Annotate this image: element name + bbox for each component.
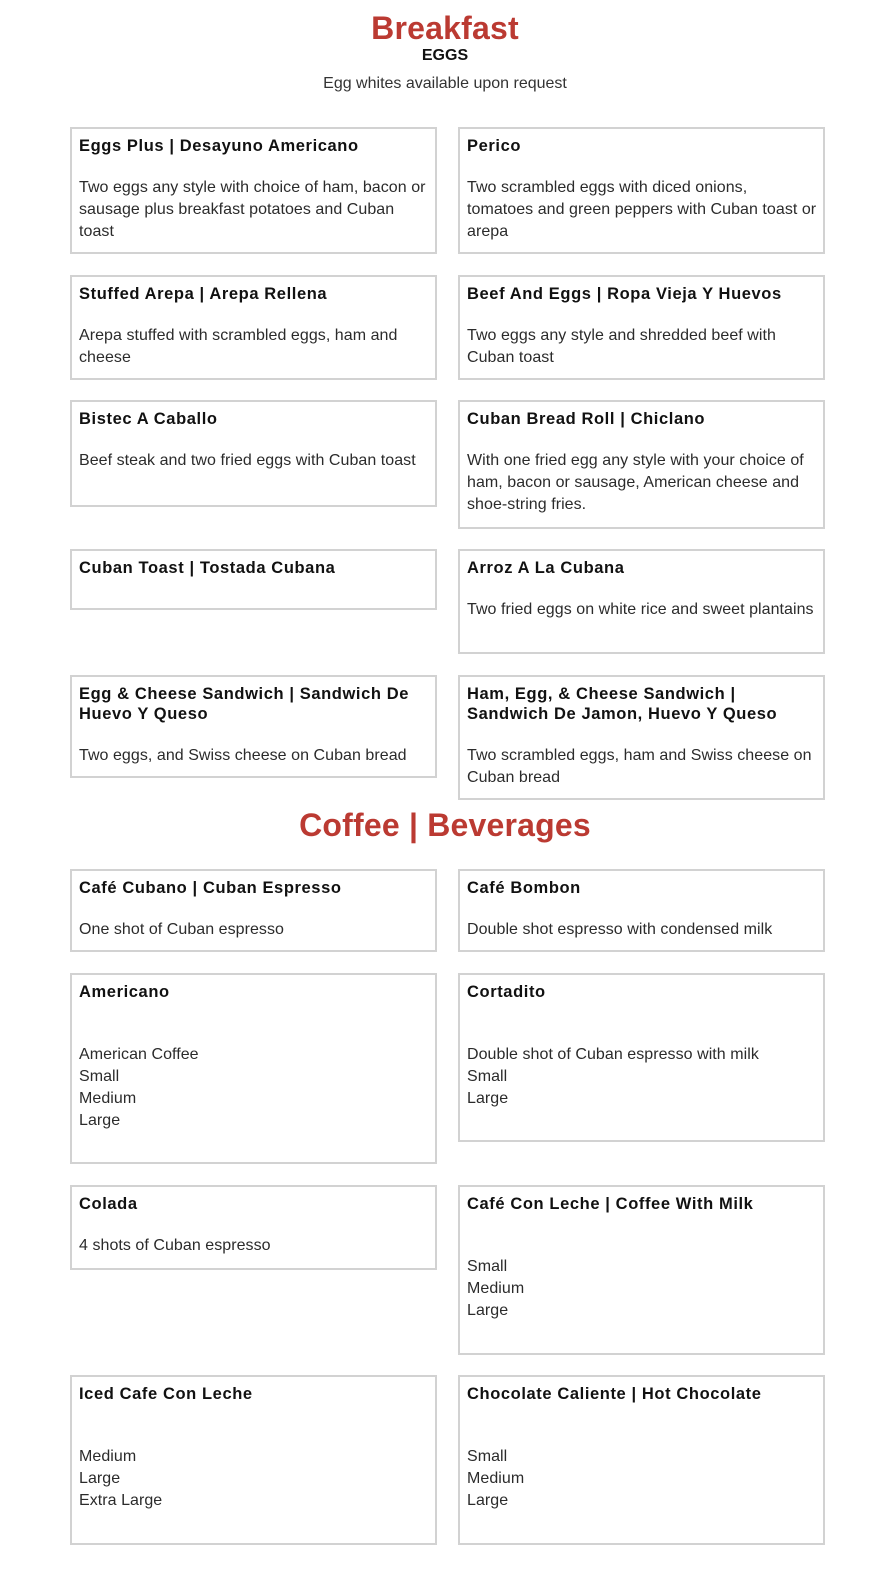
menu-item-description: With one fried egg any style with your choice of ham, bacon or sausage, American cheese and shoe-string fries. [467,452,804,513]
egg-whites-note: Egg whites available upon request [323,75,567,92]
menu-item-title: Café Con Leche | Coffee With Milk [467,1195,754,1213]
menu-item-details [79,1446,429,1512]
menu-item-title: Egg & Cheese Sandwich | Sandwich De Huevo Y Queso [79,685,410,723]
menu-item-title: Americano [79,983,170,1001]
menu-item-description: Two fried eggs on white rice and sweet plantains [467,601,814,618]
menu-item-title: Café Bombon [467,879,581,897]
menu-item-title: Beef And Eggs | Ropa Vieja Y Huevos [467,285,782,303]
size-option: Large [467,1302,509,1319]
eggs-subtitle: EGGS [421,47,469,64]
menu-item-title: Iced Cafe Con Leche [79,1385,253,1403]
menu-item-colada [70,1185,437,1270]
size-option: Large [79,1470,121,1487]
menu-item-title: Arroz A La Cubana [467,559,625,577]
size-option: Medium [467,1280,525,1297]
menu-item-description: Two eggs, and Swiss cheese on Cuban bread [79,747,407,764]
size-option: Extra Large [79,1492,163,1509]
size-option: Small [467,1068,508,1085]
menu-item-cafe-bombon [458,869,825,952]
menu-item-title: Cortadito [467,983,546,1001]
menu-item-description: Beef steak and two fried eggs with Cuban toast [79,452,416,469]
menu-item-description: One shot of Cuban espresso [79,921,284,938]
menu-item-description: Two eggs any style with choice of ham, bacon or sausage plus breakfast potatoes and Cuban toast [79,179,426,240]
menu-item-cuban-bread-roll [458,400,825,529]
menu-item-title: Perico [467,137,522,155]
menu-item-title: Stuffed Arepa | Arepa Rellena [79,285,328,303]
size-option: Large [467,1090,509,1107]
menu-item-hot-chocolate [458,1375,825,1545]
coffee-beverages-title: Coffee | Beverages [299,807,591,843]
menu-item-arroz-a-la-cubana [458,549,825,654]
size-option: Medium [79,1448,137,1465]
menu-item-cuban-toast [70,549,437,610]
size-option: Small [467,1258,508,1275]
menu-item-description: Two scrambled eggs with diced onions, tomatoes and green peppers with Cuban toast or arepa [467,179,817,240]
menu-item-description: Arepa stuffed with scrambled eggs, ham and cheese [79,327,398,366]
menu-item-beef-and-eggs [458,275,825,380]
menu-item-egg-cheese-sandwich [70,675,437,778]
menu-item-eggs-plus [70,127,437,254]
breakfast-title: Breakfast [371,10,519,46]
menu-item-title: Cuban Bread Roll | Chiclano [467,410,706,428]
menu-item-title: Cuban Toast | Tostada Cubana [79,559,336,577]
size-option: Small [79,1068,120,1085]
menu-item-details [467,1044,817,1110]
menu-item-title: Bistec A Caballo [79,410,218,428]
menu-item-description: Double shot of Cuban espresso with milk [467,1046,759,1063]
menu-item-details [467,1256,817,1322]
menu-item-perico [458,127,825,254]
menu-item-stuffed-arepa [70,275,437,380]
size-option: Medium [467,1470,525,1487]
menu-item-iced-cafe-con-leche [70,1375,437,1545]
size-option: Large [467,1492,509,1509]
menu-item-title: Colada [79,1195,138,1213]
menu-item-title: Chocolate Caliente | Hot Chocolate [467,1385,762,1403]
menu-item-ham-egg-cheese-sandwich [458,675,825,800]
menu-item-description: 4 shots of Cuban espresso [79,1237,271,1254]
menu-item-description: Two scrambled eggs, ham and Swiss cheese on Cuban bread [467,747,812,786]
menu-item-cafe-cubano [70,869,437,952]
menu-item-bistec-a-caballo [70,400,437,507]
menu-item-title: Café Cubano | Cuban Espresso [79,879,342,897]
menu-item-details [467,1446,817,1512]
menu-item-title: Ham, Egg, & Cheese Sandwich | Sandwich De Jamon, Huevo Y Queso [467,685,778,723]
menu-item-title: Eggs Plus | Desayuno Americano [79,137,359,155]
size-option: Large [79,1112,121,1129]
size-option: Medium [79,1090,137,1107]
menu-item-description: Double shot espresso with condensed milk [467,921,773,938]
menu-item-description: American Coffee [79,1046,199,1063]
menu-item-cortadito [458,973,825,1142]
menu-item-details [79,1044,429,1132]
menu-item-cafe-con-leche [458,1185,825,1355]
menu-item-description: Two eggs any style and shredded beef with Cuban toast [467,327,776,366]
menu-item-americano [70,973,437,1164]
size-option: Small [467,1448,508,1465]
